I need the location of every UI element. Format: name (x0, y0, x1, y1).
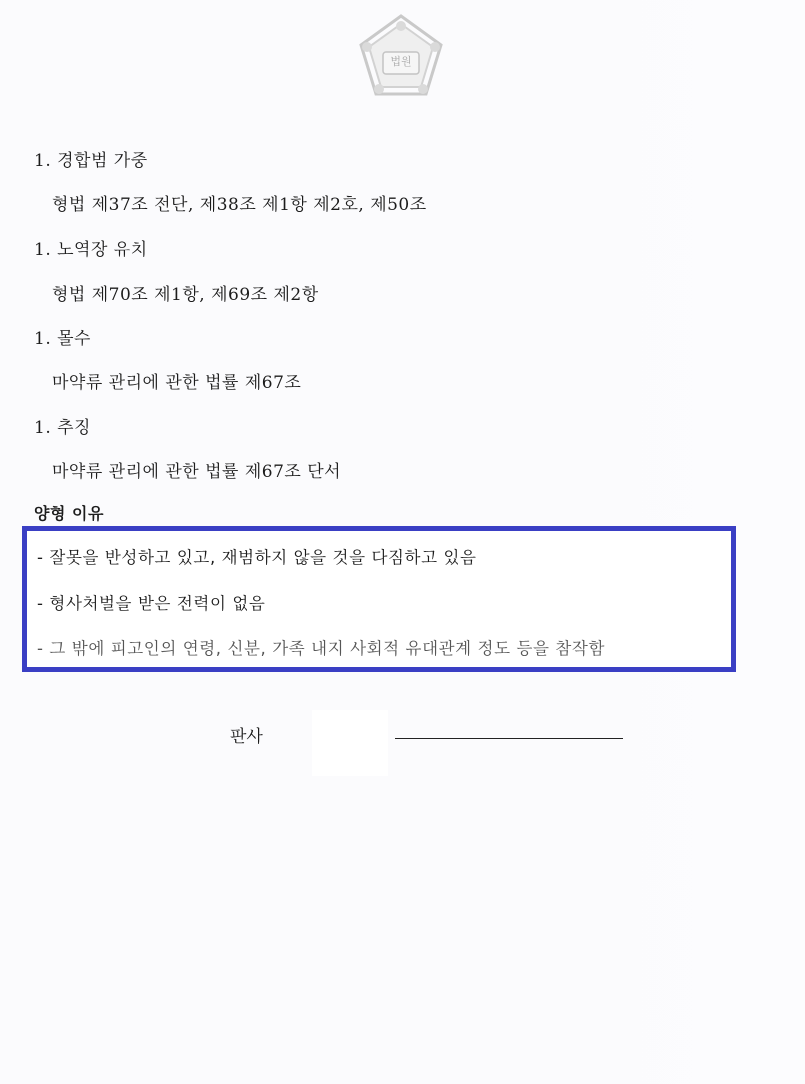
signature-line (395, 738, 623, 739)
section-2-title: 1. 노역장 유치 (34, 240, 148, 260)
section-3-detail: 마약류 관리에 관한 법률 제67조 (52, 373, 302, 393)
sentencing-heading: 양형 이유 (34, 504, 104, 523)
sentencing-reasons-highlight (22, 526, 736, 672)
judge-label: 판사 (230, 727, 263, 747)
section-4-detail: 마약류 관리에 관한 법률 제67조 단서 (52, 462, 342, 482)
reason-item-3: - 그 밖에 피고인의 연령, 신분, 가족 내지 사회적 유대관계 정도 등을 참작함 (37, 639, 606, 658)
section-2-detail: 형법 제70조 제1항, 제69조 제2항 (52, 285, 319, 305)
court-emblem-seal (355, 12, 447, 104)
section-3-title: 1. 몰수 (34, 329, 91, 349)
reason-item-1: - 잘못을 반성하고 있고, 재범하지 않을 것을 다짐하고 있음 (37, 548, 477, 567)
section-1-detail: 형법 제37조 전단, 제38조 제1항 제2호, 제50조 (52, 195, 427, 215)
judge-name-redaction (312, 710, 388, 776)
section-4-title: 1. 추징 (34, 418, 91, 438)
seal-lettering: 법원 (390, 55, 412, 68)
section-1-title: 1. 경합범 가중 (34, 151, 148, 171)
reason-item-2: - 형사처벌을 받은 전력이 없음 (37, 594, 266, 613)
